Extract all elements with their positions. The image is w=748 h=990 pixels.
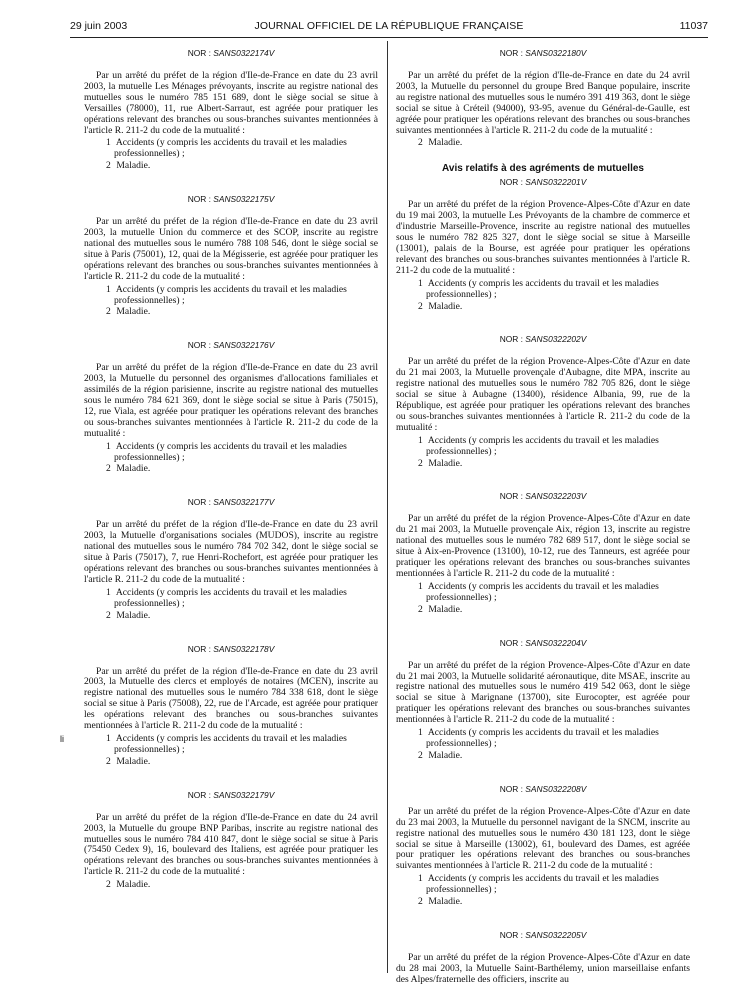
item-number: 2: [418, 896, 423, 908]
column-divider: [387, 41, 388, 973]
nor-prefix: NOR :: [499, 491, 523, 502]
notice-entry: [396, 334, 690, 469]
list-item: [84, 611, 378, 622]
item-number: 1: [418, 580, 423, 592]
item-number: 1: [418, 727, 423, 739]
margin-mark: li: [60, 733, 64, 744]
notice-text: Par un arrêté du préfet de la région d'Ile-de-France en date du 23 avril 2003, la Mutuelle des clercs et employés de notaires (MCEN), inscrite au registre national des mutuelles sous le numéro 784 338 618, dont le siège social se situe à Paris (75008), 22, rue de l'Arcade, est agréée pour pratiquer les opérations relevant des branches ou sous-branches suivantes mentionnées à l'article R. 211-2 du code de la mutualité :: [84, 665, 378, 732]
notice-entry: [84, 497, 378, 621]
notice-entry: [84, 340, 378, 475]
item-text: Accidents (y compris les accidents du travail et les maladies professionnelles) ;: [426, 434, 659, 457]
notice-text: Par un arrêté du préfet de la région d'Ile-de-France en date du 23 avril 2003, la mutuelle Les Ménages prévoyants, inscrite au registre national des mutuelles sous le numéro 785 151 689, dont le siège social se situe à Versailles (78000), 11, rue Albert-Sarraut, est agréée pour pratiquer les opérations relevant des branches ou sous-branches suivantes mentionnées à l'article R. 211-2 du code de la mutualité :: [84, 70, 378, 136]
list-item: [84, 442, 378, 464]
item-text: Maladie.: [116, 755, 151, 767]
header-date: 29 juin 2003: [70, 20, 128, 32]
item-number: 1: [106, 586, 111, 598]
header-page-number: 11037: [679, 20, 708, 32]
item-text: Maladie.: [428, 749, 463, 761]
list-item: [84, 307, 378, 318]
nor-code: SANS0322177V: [213, 497, 275, 508]
item-text: Maladie.: [116, 879, 151, 891]
list-item: [84, 588, 378, 610]
nor-code: SANS0322180V: [525, 48, 587, 58]
notice-text: Par un arrêté du préfet de la région Provence-Alpes-Côte d'Azur en date du 28 mai 2003, la Mutuelle Saint-Barthélemy, union marseillaise enfants des Alpes/fraternelle des officiers, inscrite au: [396, 951, 690, 985]
item-number: 1: [106, 137, 111, 149]
nor-prefix: NOR :: [187, 340, 211, 351]
item-number: 2: [106, 879, 111, 891]
list-item: [396, 582, 690, 604]
left-column: [60, 48, 378, 891]
item-text: Maladie.: [116, 463, 151, 475]
notice-entry: [60, 643, 378, 768]
notice-entry: [84, 194, 378, 318]
item-text: Maladie.: [116, 609, 151, 621]
item-text: Maladie.: [428, 300, 463, 312]
item-text: Maladie.: [428, 896, 463, 908]
section-title: Avis relatifs à des agréments de mutuelles: [442, 163, 644, 175]
item-text: Accidents (y compris les accidents du travail et les maladies professionnelles) ;: [114, 283, 347, 306]
list-item: [396, 436, 690, 458]
nor-reference: [84, 790, 378, 801]
nor-code: SANS0322202V: [525, 334, 587, 345]
list-item: [396, 279, 690, 301]
nor-reference: [396, 334, 690, 345]
header-title: JOURNAL OFFICIEL DE LA RÉPUBLIQUE FRANÇAISE: [254, 20, 524, 32]
item-text: Accidents (y compris les accidents du travail et les maladies professionnelles) ;: [426, 580, 659, 603]
notice-entry: [396, 177, 690, 312]
nor-reference: [84, 48, 378, 59]
item-number: 2: [106, 306, 111, 318]
item-text: Accidents (y compris les accidents du travail et les maladies professionnelles) ;: [114, 732, 347, 755]
notice-text: Par un arrêté du préfet de la région d'Ile-de-France en date du 23 avril 2003, la Mutuelle d'organisations sociales (MUDOS), inscrite au registre national des mutuelles sous le numéro 784 702 342, dont le siège social se situe à Paris (75017), 7, rue Henri-Rochefort, est agréée pour pratiquer les opérations relevant des branches ou sous-branches suivantes mentionnées à l'article R. 211-2 du code de la mutualité :: [84, 519, 378, 585]
notice-text: Par un arrêté du préfet de la région Provence-Alpes-Côte d'Azur en date du 23 mai 2003, la Mutuelle du personnel navigant de la SNCM, inscrite au registre national des mutuelles sous le numéro 430 181 123, dont le siège social se situe à Marseille (13002), 61, boulevard des Dames, est agréée pour pratiquer les opérations relevant des branches ou sous-branches suivantes mentionnées à l'article R. 211-2 du code de la mutualité :: [396, 805, 690, 872]
nor-code: SANS0322175V: [213, 194, 275, 205]
item-list: [84, 880, 378, 891]
item-list: [60, 732, 378, 768]
list-item: [396, 605, 690, 616]
item-number: 1: [106, 440, 111, 452]
item-number: 2: [106, 463, 111, 475]
item-number: 2: [418, 300, 423, 312]
notice-text: Par un arrêté du préfet de la région Provence-Alpes-Côte d'Azur en date du 21 mai 2003, la Mutuelle provençale d'Aubagne, dite MPA, inscrite au registre national des mutuelles sous le numéro 782 705 826, dont le siège social se situe à Aubagne (13400), résidence Albania, 99, rue de la République, est agréée pour pratiquer les opérations relevant des branches ou sous-branches suivantes mentionnées à l'article R. 211-2 du code de la mutualité :: [396, 356, 690, 433]
notice-text: Par un arrêté du préfet de la région Provence-Alpes-Côte d'Azur en date du 21 mai 2003, la Mutuelle solidarité aéronautique, dite MSAE, inscrite au registre national des mutuelles sous le numéro 419 542 063, dont le siège social se situe à Marignane (13700), site Eurocopter, est agréée pour pratiquer les opérations relevant des branches ou sous-branches suivantes mentionnées à l'article R. 211-2 du code de la mutualité :: [396, 659, 690, 726]
nor-prefix: NOR :: [187, 194, 211, 205]
right-top-notice: [396, 48, 690, 149]
nor-prefix: NOR :: [499, 783, 523, 794]
notice-entry: [396, 784, 690, 908]
nor-reference: [396, 491, 690, 502]
nor-code: SANS0322205V: [525, 929, 587, 940]
item-text: Maladie.: [428, 137, 463, 149]
item-number: 1: [106, 732, 111, 744]
item-text: Accidents (y compris les accidents du travail et les maladies professionnelles) ;: [114, 440, 347, 463]
nor-reference: [84, 194, 378, 205]
notice-text: Par un arrêté du préfet de la région d'Ile-de-France en date du 23 avril 2003, la Mutuelle du personnel des organismes d'allocations familiales et assimilés de la région parisienne, inscrite au registre national des mutuelles sous le numéro 784 621 369, dont le siège social se situe à Paris (75015), 12, rue Viala, est agréée pour pratiquer les opérations relevant des branches ou sous-branches suivantes mentionnées à l'article R. 211-2 du code de la mutualité :: [84, 362, 378, 439]
list-item: [84, 285, 378, 307]
list-item: [396, 459, 690, 470]
item-number: 2: [106, 160, 111, 172]
item-text: Accidents (y compris les accidents du travail et les maladies professionnelles) ;: [114, 137, 347, 160]
item-list: [396, 279, 690, 313]
item-list: [396, 436, 690, 470]
list-item: [396, 897, 690, 908]
item-list: [84, 138, 378, 172]
notice-text: Par un arrêté du préfet de la région d'Ile-de-France en date du 24 avril 2003, la Mutuelle du personnel du groupe Bred Banque populaire, inscrite au registre national des mutuelles sous le numéro 391 419 363, dont le siège social se situe à Créteil (94000), 93-95, avenue du Général-de-Gaulle, est agréée pour pratiquer les opérations relevant des branches ou sous-branches suivantes mentionnées à l'article R. 211-2 du code de la mutualité :: [396, 70, 690, 136]
list-item: [84, 138, 378, 160]
nor-prefix: NOR :: [187, 497, 211, 508]
list-item: [396, 751, 690, 762]
notice-text: Par un arrêté du préfet de la région Provence-Alpes-Côte d'Azur en date du 19 mai 2003, la mutuelle Les Prévoyants de la chambre de commerce et d'industrie Marseille-Provence, inscrite au registre national des mutuelles sous le numéro 782 825 327, dont le siège social se situe à Marseille (13001), palais de la Bourse, est agréée pour pratiquer les opérations relevant des branches ou sous-branches suivantes mentionnées à l'article R. 211-2 du code de la mutualité :: [396, 199, 690, 276]
item-text: Maladie.: [428, 603, 463, 615]
notice-entry: [396, 930, 690, 986]
list-item: [84, 464, 378, 475]
list-item: [396, 874, 690, 896]
item-list: [84, 285, 378, 319]
nor-prefix: NOR :: [499, 48, 523, 58]
nor-prefix: NOR :: [187, 643, 211, 654]
nor-code: SANS0322176V: [213, 340, 275, 351]
list-item: [396, 302, 690, 313]
list-item: [396, 138, 690, 149]
item-number: 2: [418, 457, 423, 469]
item-text: Accidents (y compris les accidents du travail et les maladies professionnelles) ;: [426, 873, 659, 896]
nor-reference: [396, 48, 690, 59]
nor-code: SANS0322201V: [525, 177, 587, 188]
item-text: Maladie.: [428, 457, 463, 469]
item-list: [84, 588, 378, 622]
nor-code: SANS0322178V: [213, 643, 275, 654]
list-item: [84, 161, 378, 172]
nor-reference: [84, 340, 378, 351]
nor-reference: [396, 784, 690, 795]
item-list: [396, 728, 690, 762]
item-number: 1: [418, 434, 423, 446]
nor-prefix: NOR :: [499, 177, 523, 188]
item-number: 1: [106, 283, 111, 295]
right-column: [396, 48, 690, 988]
nor-prefix: NOR :: [187, 48, 211, 58]
notice-entry: [396, 638, 690, 762]
item-list: [396, 874, 690, 908]
item-number: 2: [418, 603, 423, 615]
nor-reference: [84, 644, 378, 655]
item-number: 2: [418, 749, 423, 761]
nor-reference: [396, 930, 690, 941]
right-notice-list: [396, 177, 690, 985]
item-number: 2: [106, 609, 111, 621]
notice-text: Par un arrêté du préfet de la région d'Ile-de-France en date du 23 avril 2003, la mutuelle Union du commerce et des SCOP, inscrite au registre national des mutuelles sous le numéro 788 108 546, dont le siège social se situe à Paris (75001), 12, quai de la Mégisserie, est agréée pour pratiquer les opérations relevant des branches ou sous-branches suivantes mentionnées à l'article R. 211-2 du code de la mutualité :: [84, 216, 378, 282]
nor-code: SANS0322179V: [213, 789, 275, 800]
item-number: 2: [106, 755, 111, 767]
item-text: Maladie.: [116, 160, 151, 172]
nor-code: SANS0322203V: [525, 491, 587, 502]
page-header: [70, 20, 708, 38]
list-item: [396, 728, 690, 750]
nor-prefix: NOR :: [499, 929, 523, 940]
item-text: Maladie.: [116, 306, 151, 318]
notice-entry: [84, 790, 378, 891]
list-item: [84, 734, 378, 756]
list-item: [84, 757, 378, 768]
nor-prefix: NOR :: [499, 637, 523, 648]
nor-prefix: NOR :: [499, 334, 523, 345]
nor-code: SANS0322204V: [525, 637, 587, 648]
notice-text: Par un arrêté du préfet de la région d'Ile-de-France en date du 24 avril 2003, la Mutuelle du groupe BNP Paribas, inscrite au registre national des mutuelles sous le numéro 784 410 847, dont le siège social se situe à Paris (75450 Cedex 9), 16, boulevard des Italiens, est agréée pour pratiquer les opérations relevant des branches ou sous-branches suivantes mentionnées à l'article R. 211-2 du code de la mutualité :: [84, 811, 378, 878]
nor-prefix: NOR :: [187, 789, 211, 800]
item-text: Accidents (y compris les accidents du travail et les maladies professionnelles) ;: [426, 727, 659, 749]
nor-reference: [396, 177, 690, 188]
item-list: [84, 442, 378, 476]
item-number: 1: [418, 277, 423, 289]
list-item: [84, 880, 378, 891]
item-list: [396, 138, 690, 149]
notice-text: Par un arrêté du préfet de la région Provence-Alpes-Côte d'Azur en date du 21 mai 2003, la Mutuelle provençale Aix, région 13, inscrite au registre national des mutuelles sous le numéro 782 689 517, dont le siège social se situe à Aix-en-Provence (13100), 10-12, rue des Tanneurs, est agréée pour pratiquer les opérations relevant des branches ou sous-branches suivantes mentionnées à l'article R. 211-2 du code de la mutualité :: [396, 513, 690, 579]
header-rule: [70, 37, 708, 38]
nor-reference: [84, 497, 378, 508]
item-text: Accidents (y compris les accidents du travail et les maladies professionnelles) ;: [426, 277, 659, 300]
item-number: 2: [418, 137, 423, 149]
notice-entry: [84, 48, 378, 172]
nor-code: SANS0322208V: [525, 783, 587, 794]
item-text: Accidents (y compris les accidents du travail et les maladies professionnelles) ;: [114, 586, 347, 609]
item-number: 1: [418, 873, 423, 885]
notice-entry: [396, 491, 690, 615]
notice-entry: [396, 48, 690, 149]
item-list: [396, 582, 690, 616]
nor-reference: [396, 638, 690, 649]
nor-code: SANS0322174V: [213, 48, 275, 58]
